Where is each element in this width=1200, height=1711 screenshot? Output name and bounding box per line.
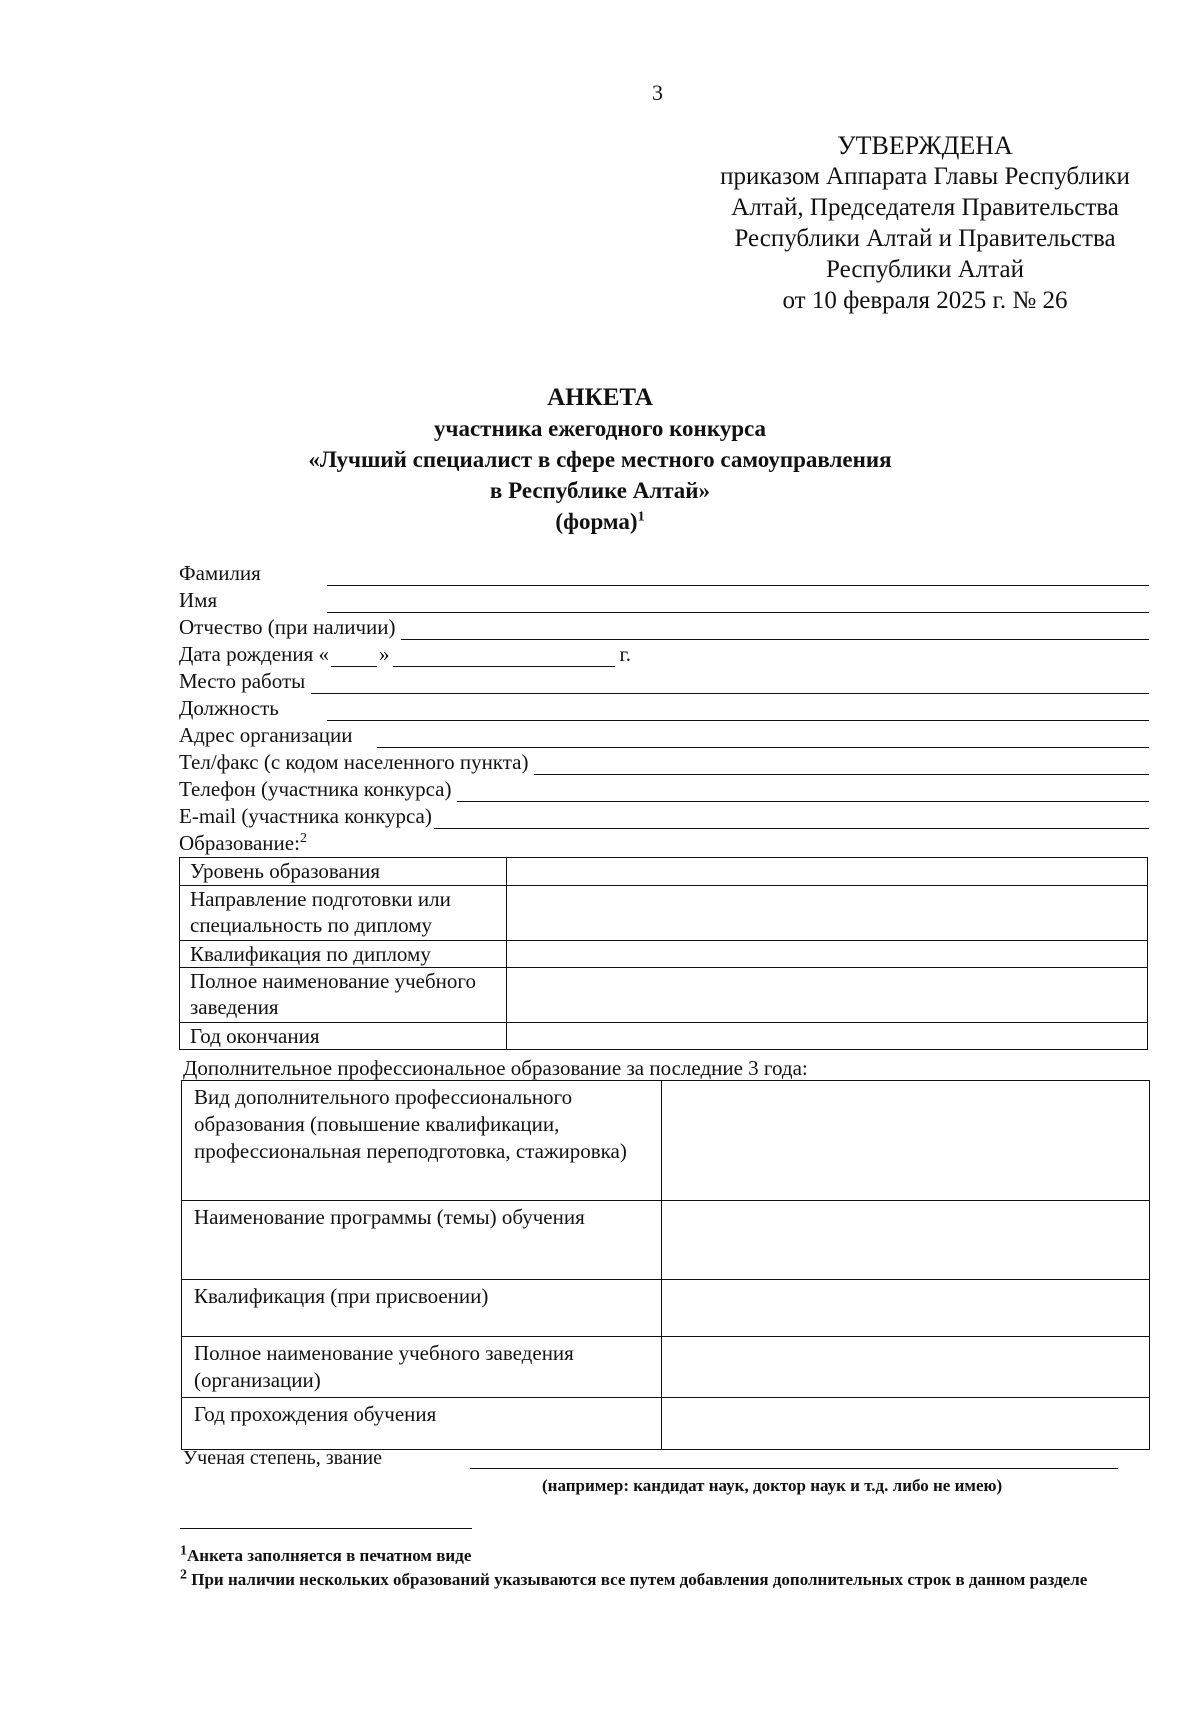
value-cell[interactable]: [507, 886, 1148, 941]
value-cell[interactable]: [662, 1081, 1150, 1201]
fill-line[interactable]: [401, 619, 1149, 640]
table-row: [180, 941, 1148, 968]
table-row: [180, 886, 1148, 941]
value-cell[interactable]: [507, 858, 1148, 886]
quote-mark: »: [378, 642, 390, 666]
email-field[interactable]: [179, 802, 1149, 829]
degree-label: Ученая степень, звание: [183, 1447, 383, 1469]
day-fill-line[interactable]: [331, 646, 377, 667]
value-cell[interactable]: [507, 968, 1148, 1023]
education-table: [179, 857, 1148, 1050]
fill-line[interactable]: [377, 727, 1149, 748]
title-line: (форма)$^1$: [555, 509, 645, 534]
fax-field[interactable]: [179, 748, 1149, 775]
row-label: Полное наименование учебного заведения (организации): [182, 1337, 662, 1398]
approval-line: Алтай, Председателя Правительства: [731, 194, 1119, 221]
dpo-table: [181, 1080, 1150, 1450]
year-suffix: г.: [619, 642, 631, 666]
value-cell[interactable]: [507, 941, 1148, 968]
row-label: Наименование программы (темы) обучения: [182, 1201, 662, 1280]
field-label: Образование:$^2$: [179, 831, 307, 855]
patronymic-field[interactable]: [179, 613, 1149, 640]
personal-fields: [179, 559, 1149, 856]
title-line: участника ежегодного конкурса: [433, 416, 767, 441]
form-title: [200, 382, 1000, 537]
table-row: [180, 1023, 1148, 1050]
dpo-section-title: Дополнительное профессиональное образование за последние 3 года:: [183, 1056, 808, 1080]
month-year-fill-line[interactable]: [393, 646, 615, 667]
row-label: Квалификация по диплому: [180, 941, 507, 968]
field-label: Дата рождения «: [179, 642, 329, 666]
title-line: «Лучший специалист в сфере местного самоуправления: [308, 447, 892, 472]
row-label: Вид дополнительного профессионального образования (повышение квалификации, профессиональная переподготовка, стажировка): [182, 1081, 662, 1201]
field-label: Адрес организации: [179, 723, 353, 747]
fill-line[interactable]: [327, 700, 1149, 721]
table-row: [180, 858, 1148, 886]
title-line: АНКЕТА: [547, 384, 653, 411]
footnote-divider: [180, 1528, 472, 1529]
field-label: E-mail (участника конкурса): [179, 804, 432, 828]
row-label: Полное наименование учебного заведения: [180, 968, 507, 1023]
row-label: Уровень образования: [180, 858, 507, 886]
row-label: Год прохождения обучения: [182, 1398, 662, 1450]
fill-line[interactable]: [434, 808, 1149, 829]
footnotes: [180, 1544, 1140, 1592]
approval-heading: УТВЕРЖДЕНА: [837, 131, 1013, 160]
approval-stamp: [690, 130, 1160, 316]
phone-field[interactable]: [179, 775, 1149, 802]
row-label: Год окончания: [180, 1023, 507, 1050]
education-heading: [179, 829, 1149, 856]
approval-line: от 10 февраля 2025 г. № 26: [782, 287, 1068, 314]
value-cell[interactable]: [507, 1023, 1148, 1050]
table-row: [182, 1081, 1150, 1201]
fill-line[interactable]: [457, 781, 1149, 802]
footnote-2: $^2$ При наличии нескольких образований указываются все путем добавления дополнительных строк в данном разделе: [180, 1567, 1088, 1589]
approval-line: Республики Алтай: [826, 256, 1024, 283]
field-label: Место работы: [179, 669, 306, 693]
workplace-field[interactable]: [179, 667, 1149, 694]
value-cell[interactable]: [662, 1337, 1150, 1398]
row-label: Квалификация (при присвоении): [182, 1280, 662, 1337]
fill-line[interactable]: [327, 592, 1149, 613]
page-number: 3: [652, 80, 663, 105]
footnote-1: $^1$Анкета заполняется в печатном виде: [180, 1543, 472, 1565]
field-label: Отчество (при наличии): [179, 615, 396, 639]
field-label: Телефон (участника конкурса): [179, 777, 452, 801]
approval-line: Республики Алтай и Правительства: [734, 225, 1116, 252]
footnote-ref: 2: [299, 831, 307, 846]
degree-hint: (например: кандидат наук, доктор наук и т.д. либо не имею): [542, 1476, 1003, 1495]
fill-line[interactable]: [311, 673, 1149, 694]
field-label: Тел/факс (с кодом населенного пункта): [179, 750, 529, 774]
table-row: [182, 1280, 1150, 1337]
birth-date-field[interactable]: [179, 640, 1149, 667]
table-row: [182, 1398, 1150, 1450]
approval-line: приказом Аппарата Главы Республики: [720, 163, 1130, 190]
field-label: Имя: [179, 588, 218, 612]
row-label: Направление подготовки или специальность по диплому: [180, 886, 507, 941]
value-cell[interactable]: [662, 1280, 1150, 1337]
surname-field[interactable]: [179, 559, 1149, 586]
title-line: в Республике Алтай»: [489, 478, 711, 503]
fill-line[interactable]: [534, 754, 1149, 775]
position-field[interactable]: [179, 694, 1149, 721]
table-row: [182, 1201, 1150, 1280]
footnote-ref: 1: [637, 509, 645, 525]
degree-fill-line[interactable]: [470, 1468, 1118, 1469]
value-cell[interactable]: [662, 1398, 1150, 1450]
fill-line[interactable]: [327, 565, 1149, 586]
value-cell[interactable]: [662, 1201, 1150, 1280]
field-label: Фамилия: [179, 561, 261, 585]
field-label: Должность: [179, 696, 279, 720]
table-row: [180, 968, 1148, 1023]
table-row: [182, 1337, 1150, 1398]
org-address-field[interactable]: [179, 721, 1149, 748]
name-field[interactable]: [179, 586, 1149, 613]
